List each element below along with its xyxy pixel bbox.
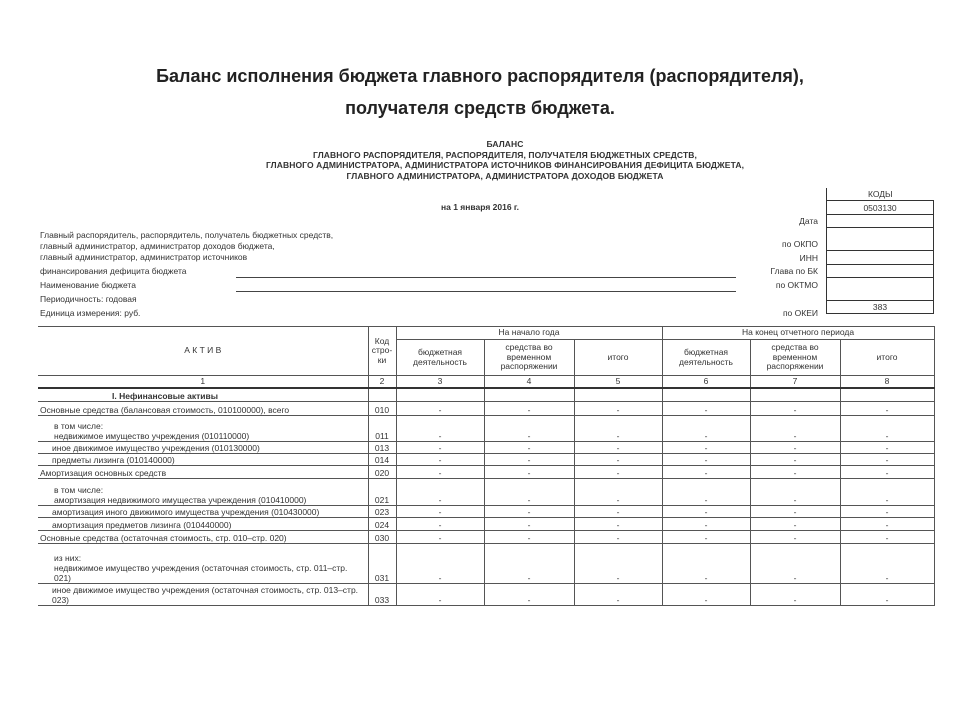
row-value: - [574, 465, 662, 478]
col-aktiv: А К Т И В [38, 327, 368, 376]
row-value: - [662, 453, 750, 465]
page-heading-line-1: Баланс исполнения бюджета главного распорядителя (распорядителя), [156, 66, 804, 86]
col-number: 6 [662, 376, 750, 389]
row-value: - [574, 453, 662, 465]
table-row [38, 415, 934, 441]
col-number: 4 [484, 376, 574, 389]
row-value: - [662, 543, 750, 583]
sub-budget-start: бюджетная деятельность [396, 340, 484, 376]
codes-header: КОДЫ [827, 188, 934, 201]
row-value: - [662, 441, 750, 453]
row-subname-text: недвижимое имущество учреждения (остаточная стоимость, стр. 011–стр. 021) [54, 562, 348, 583]
code-label-date: Дата [799, 216, 818, 226]
table-row [38, 583, 934, 605]
row-value: - [396, 478, 484, 505]
row-value: - [840, 478, 934, 505]
row-value: - [396, 453, 484, 465]
table-row [38, 465, 934, 478]
code-label-oktmo: по ОКТМО [775, 280, 818, 290]
empty-cell [750, 388, 840, 401]
row-value: - [840, 415, 934, 441]
row-value: - [574, 478, 662, 505]
code-bk-value [827, 264, 934, 277]
empty-cell [368, 388, 396, 401]
row-value: - [484, 583, 574, 605]
row-value: - [840, 530, 934, 543]
row-name-text: Основные средства (остаточная стоимость, стр. 010–стр. 020) [40, 532, 287, 543]
row-value: - [574, 401, 662, 415]
row-value: - [750, 465, 840, 478]
code-label-bk: Глава по БК [770, 266, 818, 276]
row-value: - [750, 505, 840, 517]
row-value: - [396, 415, 484, 441]
table-row [38, 505, 934, 517]
empty-cell [662, 388, 750, 401]
form-title-line: ГЛАВНОГО АДМИНИСТРАТОРА, АДМИНИСТРАТОРА ДОХОДОВ БЮДЖЕТА [346, 170, 664, 181]
table-row [38, 517, 934, 530]
code-inn-value [827, 251, 934, 264]
row-value: - [750, 453, 840, 465]
row-value: - [662, 517, 750, 530]
row-value: - [396, 505, 484, 517]
header-fill-line [236, 291, 736, 292]
table-row [38, 478, 934, 505]
header-label-admin-income: главный администратор, администратор доходов бюджета, [40, 241, 275, 251]
header-fill-line [236, 277, 736, 278]
row-code: 014 [368, 453, 396, 465]
header-label-recipient: Главный распорядитель, распорядитель, получатель бюджетных средств, [40, 230, 334, 240]
row-value: - [750, 517, 840, 530]
row-value: - [396, 583, 484, 605]
row-code: 024 [368, 517, 396, 530]
row-value: - [662, 415, 750, 441]
row-name-text: в том числе: [54, 484, 104, 495]
row-name [38, 465, 368, 478]
empty-cell [484, 388, 574, 401]
row-name [38, 478, 368, 505]
row-value: - [396, 441, 484, 453]
row-value: - [396, 401, 484, 415]
sub-budget-end: бюджетная деятельность [662, 340, 750, 376]
row-code: 010 [368, 401, 396, 415]
row-name [38, 530, 368, 543]
header-label-periodicity: Периодичность: годовая [40, 294, 137, 304]
row-code: 023 [368, 505, 396, 517]
row-code: 031 [368, 543, 396, 583]
row-value: - [484, 517, 574, 530]
col-number: 1 [38, 376, 368, 389]
table-body [38, 388, 934, 605]
row-name [38, 517, 368, 530]
codes-box [826, 188, 934, 314]
row-name [38, 441, 368, 453]
table-row [38, 543, 934, 583]
row-name-text: амортизация предметов лизинга (010440000) [52, 519, 232, 530]
row-name-text: Основные средства (балансовая стоимость, 010100000), всего [40, 404, 290, 415]
row-value: - [574, 530, 662, 543]
row-code: 013 [368, 441, 396, 453]
row-value: - [396, 530, 484, 543]
row-code: 020 [368, 465, 396, 478]
row-value: - [840, 401, 934, 415]
row-value: - [750, 530, 840, 543]
row-value: - [750, 441, 840, 453]
form-title-line: БАЛАНС [486, 139, 524, 149]
sub-total-end: итого [840, 340, 934, 376]
code-label-okpo: по ОКПО [782, 239, 818, 249]
row-name-text: в том числе: [54, 420, 104, 431]
row-name [38, 505, 368, 517]
table-row [38, 441, 934, 453]
row-value: - [840, 583, 934, 605]
row-value: - [662, 401, 750, 415]
row-name [38, 543, 368, 583]
row-value: - [662, 465, 750, 478]
row-value: - [750, 543, 840, 583]
row-value: - [840, 505, 934, 517]
code-okud: 0503130 [827, 201, 934, 214]
row-value: - [662, 583, 750, 605]
row-value: - [484, 415, 574, 441]
form-title-line: ГЛАВНОГО РАСПОРЯДИТЕЛЯ, РАСПОРЯДИТЕЛЯ, ПОЛУЧАТЕЛЯ БЮДЖЕТНЫХ СРЕДСТВ, [313, 149, 697, 160]
row-code: 033 [368, 583, 396, 605]
row-value: - [750, 401, 840, 415]
row-name [38, 401, 368, 415]
row-code: 030 [368, 530, 396, 543]
row-value: - [484, 543, 574, 583]
header-label-unit: Единица измерения: руб. [40, 308, 141, 318]
sub-temp-end: средства во временном распоряжении [750, 340, 840, 376]
form-date: на 1 января 2016 г. [441, 202, 519, 212]
row-value: - [662, 530, 750, 543]
form-title [150, 139, 860, 181]
page-heading-line-2: получателя средств бюджета. [345, 98, 615, 118]
row-value: - [840, 465, 934, 478]
row-value: - [574, 517, 662, 530]
empty-cell [574, 388, 662, 401]
col-number: 7 [750, 376, 840, 389]
row-value: - [840, 453, 934, 465]
header-label-deficit: финансирования дефицита бюджета [40, 266, 187, 276]
row-value: - [574, 583, 662, 605]
header-label-admin-sources: главный администратор, администратор источников [40, 252, 248, 262]
empty-cell [396, 388, 484, 401]
row-subname-text: недвижимое имущество учреждения (010110000) [54, 430, 250, 441]
code-oktmo-value [827, 277, 934, 300]
form-title-line: ГЛАВНОГО АДМИНИСТРАТОРА, АДМИНИСТРАТОРА ИСТОЧНИКОВ ФИНАНСИРОВАНИЯ ДЕФИЦИТА БЮДЖЕТА, [265, 160, 745, 170]
row-name [38, 583, 368, 605]
row-value: - [574, 505, 662, 517]
row-value: - [840, 543, 934, 583]
row-value: - [484, 465, 574, 478]
row-value: - [396, 465, 484, 478]
table-row [38, 401, 934, 415]
row-value: - [750, 478, 840, 505]
row-name-text: из них: [54, 552, 82, 563]
row-value: - [396, 543, 484, 583]
row-value: - [484, 478, 574, 505]
code-label-inn: ИНН [799, 253, 818, 263]
row-value: - [662, 505, 750, 517]
row-value: - [574, 415, 662, 441]
row-code: 021 [368, 478, 396, 505]
row-name [38, 415, 368, 441]
col-number: 8 [840, 376, 934, 389]
row-value: - [396, 517, 484, 530]
sub-temp-start: средства во временном распоряжении [484, 340, 574, 376]
balance-table [38, 326, 935, 606]
row-subname-text: амортизация недвижимого имущества учреждения (010410000) [54, 494, 307, 505]
row-name [38, 453, 368, 465]
code-date-value [827, 214, 934, 227]
col-line-code: Код стро- ки [368, 327, 396, 376]
row-value: - [484, 441, 574, 453]
row-value: - [484, 505, 574, 517]
code-okei: 383 [827, 300, 934, 313]
row-value: - [484, 453, 574, 465]
row-value: - [484, 530, 574, 543]
row-code: 011 [368, 415, 396, 441]
row-value: - [662, 478, 750, 505]
row-name-text: амортизация иного движимого имущества учреждения (010430000) [52, 506, 320, 517]
section-heading: I. Нефинансовые активы [38, 388, 368, 401]
row-value: - [840, 441, 934, 453]
row-value: - [840, 517, 934, 530]
row-value: - [750, 415, 840, 441]
group-end-period: На конец отчетного периода [662, 327, 934, 340]
table-row [38, 453, 934, 465]
page-heading [0, 60, 960, 124]
code-label-okei: по ОКЕИ [782, 308, 818, 318]
row-name-text: иное движимое имущество учреждения (остаточная стоимость, стр. 013–стр. 023) [52, 584, 359, 605]
header-label-budget-name: Наименование бюджета [40, 280, 136, 290]
row-name-text: иное движимое имущество учреждения (010130000) [52, 442, 260, 453]
col-number: 5 [574, 376, 662, 389]
row-name-text: Амортизация основных средств [40, 467, 167, 478]
group-start-year: На начало года [396, 327, 662, 340]
row-value: - [484, 401, 574, 415]
col-number: 2 [368, 376, 396, 389]
row-value: - [750, 583, 840, 605]
empty-cell [840, 388, 934, 401]
row-name-text: предметы лизинга (010140000) [52, 454, 175, 465]
row-value: - [574, 441, 662, 453]
sub-total-start: итого [574, 340, 662, 376]
code-okpo-value [827, 228, 934, 251]
table-row [38, 530, 934, 543]
row-value: - [574, 543, 662, 583]
col-number: 3 [396, 376, 484, 389]
